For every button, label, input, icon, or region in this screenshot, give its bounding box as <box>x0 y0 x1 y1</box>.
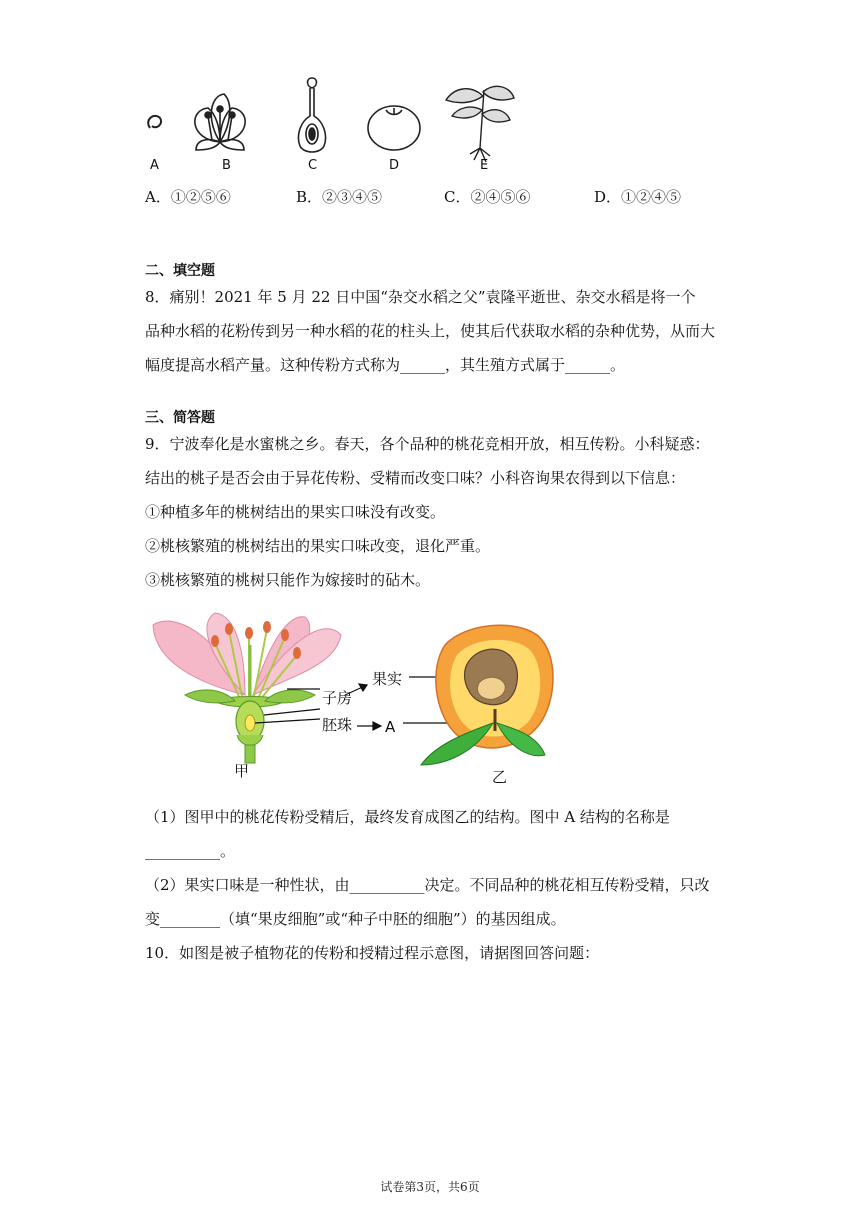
label-ovule: 胚珠 <box>322 716 353 734</box>
q8-line-2: 品种水稻的花粉传到另一种水稻的花的柱头上，使其后代获取水稻的杂种优势，从而大 <box>145 322 716 340</box>
label-fruit: 果实 <box>372 670 403 688</box>
q9-line-1: 9．宁波奉化是水蜜桃之乡。春天，各个品种的桃花竞相开放，相互传粉。小科疑惑： <box>145 435 710 453</box>
section-heading-fill-blank: 二、填空题 <box>145 263 215 279</box>
figure-c-pistil-icon <box>298 78 325 152</box>
option-a[interactable]: A．①②⑤⑥ <box>145 188 231 206</box>
figure-d-fruit-icon <box>368 106 420 150</box>
figure-e-seedling-icon <box>446 86 514 162</box>
figure-label-b: B <box>222 158 231 173</box>
q9-sub1-line-1: （1）图甲中的桃花传粉受精后，最终发育成图乙的结构。图中 A 结构的名称是 <box>145 808 670 826</box>
peach-fruit-illustration <box>421 625 553 765</box>
label-ovary: 子房 <box>322 689 353 707</box>
figure-label-c: C <box>308 158 318 173</box>
label-a: A <box>385 718 396 736</box>
q9-line-3: ①种植多年的桃树结出的果实口味没有改变。 <box>145 503 446 521</box>
q9-line-5: ③桃核繁殖的桃树只能作为嫁接时的砧木。 <box>145 571 431 589</box>
q10-line-1: 10．如图是被子植物花的传粉和授精过程示意图，请据图回答问题： <box>145 944 600 962</box>
figure-label-e: E <box>480 158 489 173</box>
figure-b-flower-icon <box>195 94 245 150</box>
caption-jia: 甲 <box>234 762 250 780</box>
q9-line-4: ②桃核繁殖的桃树结出的果实口味改变，退化严重。 <box>145 537 491 555</box>
peach-flower-illustration <box>153 613 341 763</box>
q8-line-1: 8．痛别！2021 年 5 月 22 日中国“杂交水稻之父”袁隆平逝世、杂交水稻是将一个 <box>145 288 696 306</box>
figure-label-d: D <box>389 158 400 173</box>
figure-label-a: A <box>150 158 159 173</box>
q9-sub2-line-2: 变________（填“果皮细胞”或“种子中胚的细胞”）的基因组成。 <box>145 910 566 928</box>
q9-sub2-line-1: （2）果实口味是一种性状，由__________决定。不同品种的桃花相互传粉受精，只改 <box>145 876 710 894</box>
top-figure <box>140 70 520 178</box>
option-c[interactable]: C．②④⑤⑥ <box>444 188 531 206</box>
option-b[interactable]: B．②③④⑤ <box>296 188 383 206</box>
q9-sub1-line-2: __________。 <box>145 842 236 860</box>
figure-a-pollen-icon <box>148 116 161 128</box>
section-heading-short-answer: 三、简答题 <box>145 410 215 426</box>
option-d[interactable]: D．①②④⑤ <box>594 188 682 206</box>
q9-line-2: 结出的桃子是否会由于异花传粉、受精而改变口味？小科咨询果农得到以下信息： <box>145 469 686 487</box>
caption-yi: 乙 <box>492 768 508 786</box>
page-footer: 试卷第3页，共6页 <box>380 1180 480 1194</box>
q8-line-3: 幅度提高水稻产量。这种传粉方式称为______，其生殖方式属于______。 <box>145 356 626 374</box>
